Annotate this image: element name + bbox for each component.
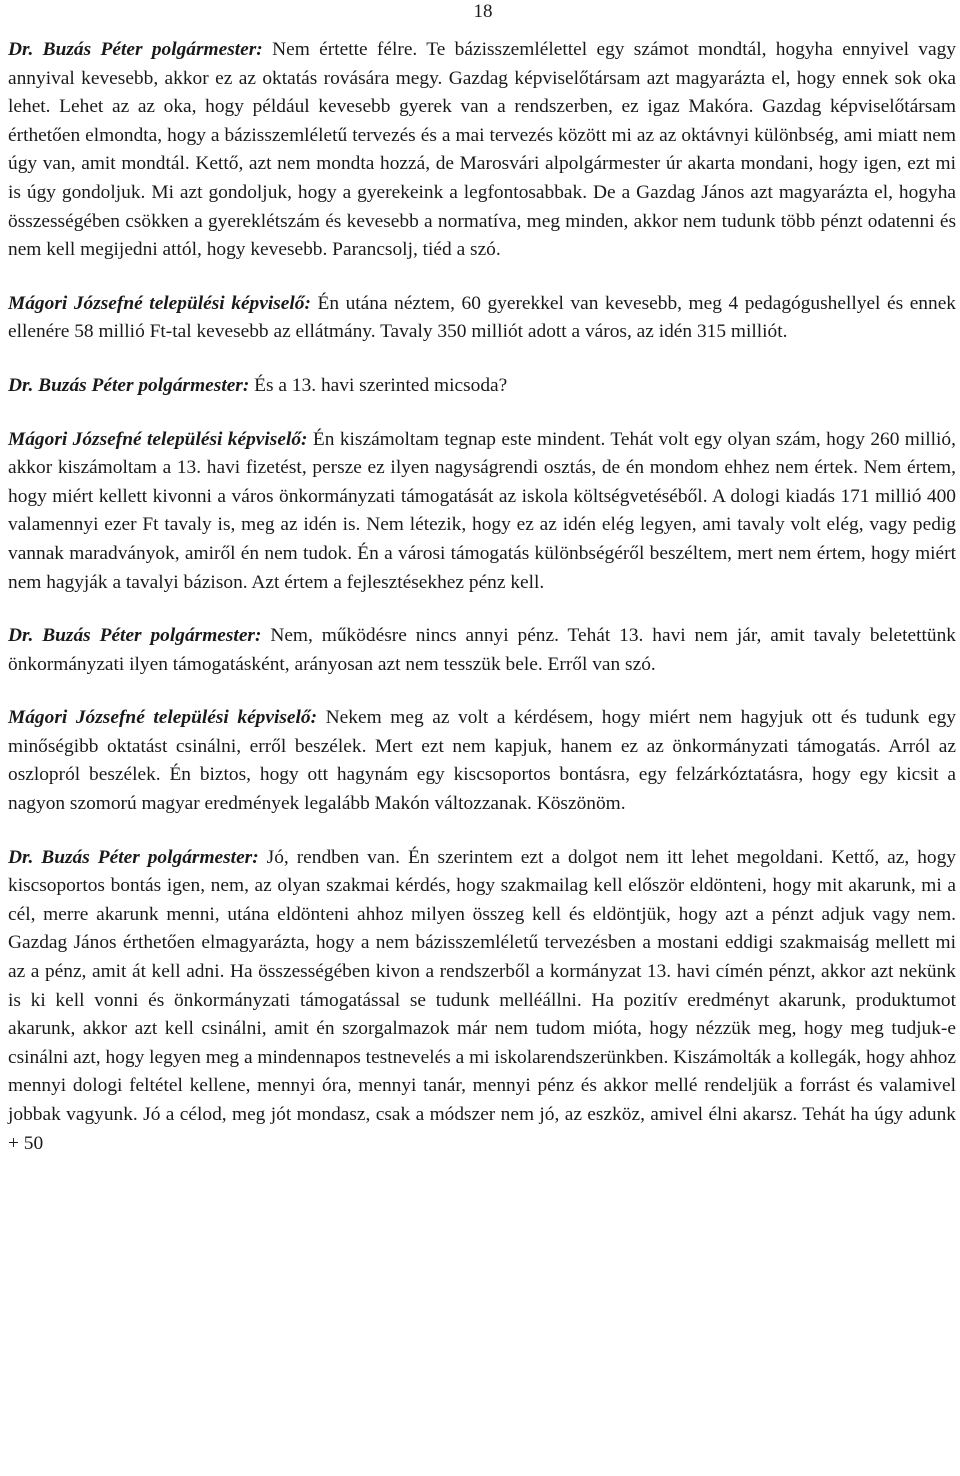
- speech-text: Nekem meg az volt a kérdésem, hogy miért nem hagyjuk ott és tudunk egy minőségibb oktatást csinálni, erről beszélek. Mert ezt nem kapjuk, hanem ez az önkormányzati támogatás. Arról az oszlopról beszélek. Én biztos, hogy ott hagynám egy kiscsoportos bontásra, egy felzárkóztatásra, hogy egy kicsit a nagyon szomorú magyar eredmények legalább Makón változzanak. Köszönöm.: [8, 707, 956, 815]
- speech-text: Jó, rendben van. Én szerintem ezt a dolgot nem itt lehet megoldani. Kettő, az, hogy kiscsoportos bontás igen, nem, az olyan szakmai kérdés, hogy szakmailag kell először eldönteni, hogy mit akarunk, mi a cél, merre akarunk menni, utána eldönteni ahhoz milyen összeg kell és eldöntjük, hogy azt a pénzt adjuk vagy nem. Gazdag János érthetően elmagyarázta, hogy a nem bázisszemléletű tervezésben a mostani eddigi szakmaiság mellett mi az a pénz, amit át kell adni. Ha összességében kivon a rendszerből a kormányzat 13. havi címén pénzt, akkor azt nekünk is ki kell vonni és önkormányzati támogatással se tudunk melléállni. Ha pozitív eredményt akarunk, produktumot akarunk, akkor azt kell csinálni, amit én szorgalmazok már nem tudom mióta, hogy nézzük meg, hogy meg tudjuk-e csinálni azt, hogy legyen meg a mindennapos testnevelés a mi iskolarendszerünkben. Kiszámolták a kollegák, hogy ahhoz mennyi dologi feltétel kellene, mennyi óra, mennyi tanár, mennyi pénz és akkor mellé rendeljük a forrást és valamivel jobbak vagyunk. Jó a célod, meg jót mondasz, csak a módszer nem jó, az eszköz, amivel élni akarsz. Tehát ha úgy adunk + 50: [8, 846, 956, 1154]
- paragraph: [8, 36, 956, 265]
- speech-text: Nem értette félre. Te bázisszemlélettel egy számot mondtál, hogyha ennyivel vagy annyival kevesebb, akkor ez az oktatás rovására megy. Gazdag képviselőtársam azt magyarázta el, hogy ennek sok oka lehet. Lehet az az oka, hogy például kevesebb gyerek van a rendszerben, ez igaz Makóra. Gazdag képviselőtársam érthetően elmondta, hogy a bázisszemléletű tervezés és a mai tervezés között mi az az oktávnyi különbség, ami miatt nem úgy van, amit mondtál. Kettő, azt nem mondta hozzá, de Marosvári alpolgármester úr akarta mondani, hogy igen, ezt mi is úgy gondoljuk. Mi azt gondoljuk, hogy a gyerekeink a legfontosabbak. De a Gazdag János azt magyarázta el, hogyha összességében csökken a gyereklétszám és kevesebb a normatíva, meg minden, akkor nem tudunk több pénzt odatenni és nem kell megijedni attól, hogy kevesebb. Parancsolj, tiéd a szó.: [8, 39, 956, 261]
- speaker-label: Dr. Buzás Péter polgármester:: [8, 39, 263, 60]
- transcript-body: [8, 36, 956, 1183]
- speech-text: Én kiszámoltam tegnap este mindent. Tehát volt egy olyan szám, hogy 260 millió, akkor kiszámoltam a 13. havi fizetést, persze ez ilyen nagyságrendi osztás, de én mondom ehhez nem értek. Nem értem, hogy miért kellett kivonni a város önkormányzati támogatását az iskola költségvetéséből. A dologi kiadás 171 millió 400 valamennyi ezer Ft tavaly is, meg az idén is. Nem létezik, hogy ez az idén elég legyen, ami tavaly volt elég, vagy pedig vannak maradványok, amiről én nem tudok. Én a városi támogatás különbségéről beszéltem, mert nem értem, hogy miért nem hagyják a tavalyi bázison. Azt értem a fejlesztésekhez pénz kell.: [8, 428, 956, 593]
- page-number: 18: [473, 1, 493, 22]
- paragraph: [8, 844, 956, 1159]
- paragraph: [8, 622, 956, 679]
- speaker-label: Dr. Buzás Péter polgármester:: [8, 625, 262, 647]
- paragraph: [8, 372, 956, 401]
- paragraph: [8, 290, 956, 347]
- paragraph: [8, 426, 956, 598]
- speech-text: És a 13. havi szerinted micsoda?: [249, 374, 508, 396]
- speaker-label: Mágori Józsefné települési képviselő:: [8, 292, 311, 314]
- speaker-label: Mágori Józsefné települési képviselő:: [8, 428, 308, 450]
- speaker-label: Dr. Buzás Péter polgármester:: [8, 846, 259, 868]
- speech-text: Én utána néztem, 60 gyerekkel van kevesebb, meg 4 pedagógushellyel és ennek ellenére 58 millió Ft-tal kevesebb az ellátmány. Tavaly 350 milliót adott a város, az idén 315 milliót.: [8, 292, 956, 343]
- speaker-label: Dr. Buzás Péter polgármester:: [8, 374, 250, 396]
- paragraph: [8, 704, 956, 818]
- speech-text: Nem, működésre nincs annyi pénz. Tehát 13. havi nem jár, amit tavaly beletettünk önkormányzati ilyen támogatásként, arányosan azt nem tesszük bele. Erről van szó.: [8, 625, 956, 675]
- speaker-label: Mágori Józsefné települési képviselő:: [8, 707, 318, 729]
